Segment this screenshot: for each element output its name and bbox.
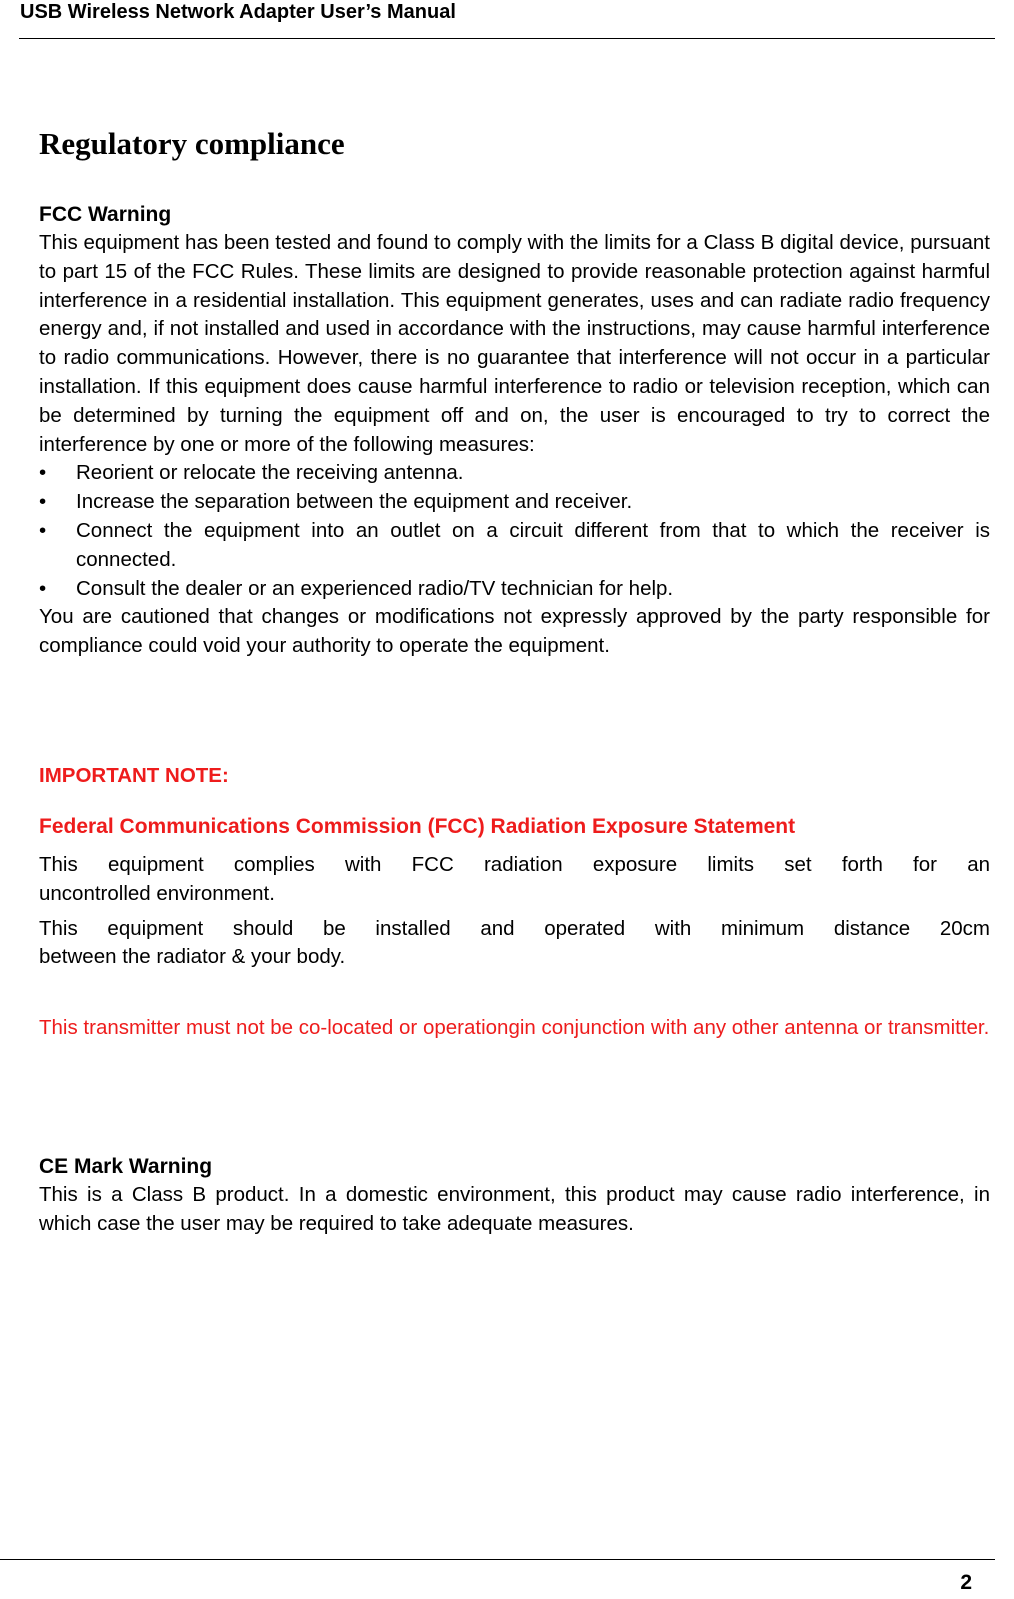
exposure-limits-line-2: uncontrolled environment. <box>39 881 275 905</box>
fcc-caution-paragraph: You are cautioned that changes or modifications not expressly approved by the party responsible for compliance could void your authority to operate the equipment. <box>39 605 990 658</box>
fcc-measures-list <box>39 459 990 603</box>
minimum-distance-line-1: This equipment should be installed and operated with minimum distance 20cm <box>39 916 990 940</box>
list-item <box>39 459 990 488</box>
important-note-section <box>39 762 990 972</box>
ce-mark-paragraph: This is a Class B product. In a domestic environment, this product may cause radio interference, in which case the user may be required to take adequate measures. <box>39 1183 990 1235</box>
fcc-warning-heading: FCC Warning <box>39 203 172 226</box>
radiation-exposure-heading: Federal Communications Commission (FCC) Radiation Exposure Statement <box>39 815 796 838</box>
important-note-heading: IMPORTANT NOTE: <box>39 764 229 787</box>
measure-text: Consult the dealer or an experienced radio/TV technician for help. <box>76 576 674 600</box>
list-item <box>39 517 990 575</box>
exposure-limits-line-1: This equipment complies with FCC radiation exposure limits set forth for an <box>39 853 990 876</box>
bullet-icon: • <box>39 518 47 542</box>
page-header <box>19 0 995 39</box>
page-number: 2 <box>960 1571 972 1594</box>
ce-mark-section <box>39 1152 990 1239</box>
fcc-warning-section <box>39 200 990 661</box>
bullet-icon: • <box>39 461 47 485</box>
bullet-icon: • <box>39 490 47 514</box>
list-item <box>39 575 990 604</box>
manual-title: USB Wireless Network Adapter User’s Manual <box>20 1 456 23</box>
measure-text: Connect the equipment into an outlet on a circuit different from that to which the receiver is connected. <box>76 518 990 571</box>
minimum-distance-line-2: between the radiator & your body. <box>39 945 346 969</box>
measure-text: Reorient or relocate the receiving antenna. <box>76 461 464 485</box>
measure-text: Increase the separation between the equipment and receiver. <box>76 490 633 514</box>
page-title: Regulatory compliance <box>39 126 345 161</box>
bullet-icon: • <box>39 576 47 600</box>
ce-mark-heading: CE Mark Warning <box>39 1155 213 1178</box>
page-footer-divider <box>0 1559 995 1560</box>
list-item <box>39 488 990 517</box>
fcc-warning-paragraph: This equipment has been tested and found to comply with the limits for a Class B digital device, pursuant to part 15 of the FCC Rules. These limits are designed to provide reasonable protection against harmful interference in a residential installation. This equipment generates, uses and can radiate radio frequency energy and, if not installed and used in accordance with the instructions, may cause harmful interference to radio communications. However, there is no guarantee that interference will not occur in a particular installation. If this equipment does cause harmful interference to radio or television reception, which can be determined by turning the equipment off and on, the user is encouraged to try to correct the interference by one or more of the following measures: <box>39 231 990 456</box>
colocation-note: This transmitter must not be co-located or operationgin conjunction with any other antenna or transmitter. <box>39 1016 990 1039</box>
